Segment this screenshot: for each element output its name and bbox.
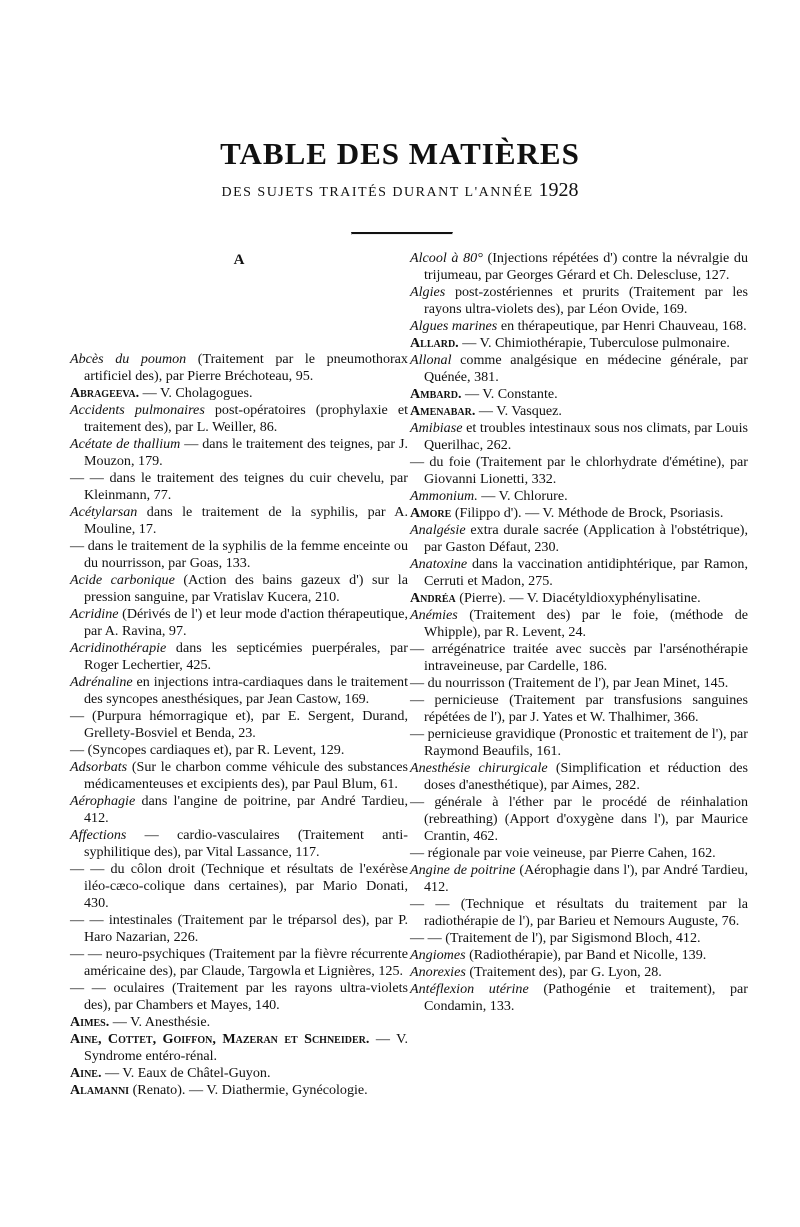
index-entry <box>70 980 408 1014</box>
index-entry <box>410 862 748 896</box>
right-column <box>410 250 748 1015</box>
entry-term: Algues marines <box>410 318 498 334</box>
entry-author: Aimes. <box>70 1014 110 1030</box>
index-entry <box>70 674 408 708</box>
entry-term: Ammonium. <box>410 488 478 504</box>
index-entry <box>410 607 748 641</box>
section-spacer <box>70 269 408 351</box>
entry-text: comme analgésique en médecine générale, par Quénée, 381. <box>424 352 748 385</box>
page-title: TABLE DES MATIÈRES <box>220 136 580 171</box>
index-entry <box>410 403 748 420</box>
entry-term: Amibiase <box>410 420 463 436</box>
index-entry <box>410 726 748 760</box>
entry-term: Anatoxine <box>410 556 468 572</box>
entry-text: (Dérivés de l') et leur mode d'action thérapeutique, par A. Ravina, 97. <box>84 606 408 639</box>
index-entry <box>70 385 408 402</box>
entry-text: — dans le traitement des teignes, par J. Mouzon, 179. <box>84 436 408 469</box>
entry-text: — du nourrisson (Traitement de l'), par Jean Minet, 145. <box>410 675 729 691</box>
entry-term: Accidents pulmonaires <box>70 402 205 418</box>
entry-text: dans le traitement de la syphilis, par A. Mouline, 17. <box>84 504 408 537</box>
entry-text: — du foie (Traitement par le chlorhydrate d'émétine), par Giovanni Lionetti, 332. <box>410 454 748 487</box>
entry-term: Angine de poitrine <box>410 862 516 878</box>
entry-text: post-zostériennes et prurits (Traitement par les rayons ultra-violets des), par Léon Ovide, 169. <box>424 284 748 317</box>
entry-text: et troubles intestinaux sous nos climats, par Louis Querilhac, 262. <box>424 420 748 453</box>
entry-term: Anorexies <box>410 964 466 980</box>
entry-term: Aérophagie <box>70 793 136 809</box>
index-entry <box>410 964 748 981</box>
entry-term: Acétate de thallium <box>70 436 181 452</box>
entry-term: Adrénaline <box>70 674 133 690</box>
index-entry <box>410 692 748 726</box>
index-entry <box>410 335 748 352</box>
entry-term: Adsorbats <box>70 759 128 775</box>
entry-text: — — oculaires (Traitement par les rayons ultra-violets des), par Chambers et Mayes, 140. <box>70 980 408 1013</box>
entry-text: (Traitement des) par le foie, (méthode de Whipple), par R. Levent, 24. <box>424 607 748 640</box>
index-entry <box>410 454 748 488</box>
entry-text: post-opératoires (prophylaxie et traitement des), par L. Weiller, 86. <box>84 402 408 435</box>
entry-text: — V. Chlorure. <box>477 488 568 504</box>
index-entry <box>70 946 408 980</box>
entry-author: Ambard. <box>410 386 462 402</box>
entry-text: — — dans le traitement des teignes du cuir chevelu, par Kleinmann, 77. <box>70 470 408 503</box>
entry-author: Allard. <box>410 335 459 351</box>
entry-term: Alcool à 80° <box>410 250 483 266</box>
entry-term: Acide carbonique <box>70 572 175 588</box>
index-entry <box>410 556 748 590</box>
index-entry <box>410 505 748 522</box>
entry-text: en injections intra-cardiaques dans le traitement des syncopes anesthésiques, par Jean Castow, 169. <box>84 674 408 707</box>
entry-text: — V. Eaux de Châtel-Guyon. <box>101 1065 271 1081</box>
entry-text: — (Purpura hémorragique et), par E. Sergent, Durand, Grellety-Bosviel et Benda, 23. <box>70 708 408 741</box>
entry-text: — régionale par voie veineuse, par Pierre Cahen, 162. <box>410 845 716 861</box>
index-entry <box>70 470 408 504</box>
index-entry <box>70 1014 408 1031</box>
entry-term: Acridinothérapie <box>70 640 167 656</box>
entry-text: — V. Constante. <box>461 386 558 402</box>
entry-text: — V. Cholagogues. <box>139 385 253 401</box>
index-entry <box>410 947 748 964</box>
entry-text: dans la vaccination antidiphtérique, par Ramon, Cerruti et Madon, 275. <box>424 556 748 589</box>
right-entries <box>410 250 748 1015</box>
entry-term: Acétylarsan <box>70 504 138 520</box>
entry-text: en thérapeutique, par Henri Chauveau, 168. <box>497 318 747 334</box>
entry-text: — — du côlon droit (Technique et résultats de l'exérèse iléo-cæco-colique dans certaines), par Mario Donati, 430. <box>70 861 408 911</box>
entry-text: — V. Anesthésie. <box>109 1014 211 1030</box>
index-entry <box>70 538 408 572</box>
entry-text: extra durale sacrée (Application à l'obstétrique), par Gaston Défaut, 230. <box>424 522 748 555</box>
entry-text: (Traitement par le pneumothorax artificiel des), par Pierre Bréchoteau, 95. <box>84 351 408 384</box>
entry-term: Affections <box>70 827 127 843</box>
entry-term: Abcès du poumon <box>70 351 187 367</box>
index-entry <box>70 708 408 742</box>
index-entry <box>410 590 748 607</box>
entry-text: — — (Traitement de l'), par Sigismond Bloch, 412. <box>410 930 701 946</box>
entry-author: Aine. <box>70 1065 102 1081</box>
entry-term: Acridine <box>70 606 119 622</box>
entry-text: — générale à l'éther par le procédé de réinhalation (rebreathing) (Apport d'oxygène dans l'), par Maurice Crantin, 462. <box>410 794 748 844</box>
left-column <box>70 250 408 1099</box>
entry-author: Amore <box>410 505 452 521</box>
entry-text: dans l'angine de poitrine, par André Tardieu, 412. <box>84 793 408 826</box>
entry-text: (Simplification et réduction des doses d'anesthétique), par Aimes, 282. <box>424 760 748 793</box>
index-entry <box>70 572 408 606</box>
title-rule <box>351 232 453 235</box>
entry-text: (Injections répétées d') contre la névralgie du trijumeau, par Georges Gérard et Ch. Delescluse, 127. <box>424 250 748 283</box>
entry-text: — pernicieuse (Traitement par transfusions sanguines répétées de l'), par J. Yates et W. Thalhimer, 366. <box>410 692 748 725</box>
entry-author: Alamanni <box>70 1082 130 1098</box>
index-entry <box>410 386 748 403</box>
entry-text: — — (Technique et résultats du traitement par la radiothérapie de l'), par Barieu et Nemours Auguste, 76. <box>410 896 748 929</box>
index-entry <box>410 522 748 556</box>
entry-term: Algies <box>410 284 446 300</box>
index-entry <box>410 284 748 318</box>
index-entry <box>70 793 408 827</box>
index-entry <box>70 640 408 674</box>
page-subtitle <box>0 180 800 200</box>
index-entry <box>70 912 408 946</box>
index-entry <box>410 794 748 845</box>
subtitle-year: 1928 <box>538 179 579 201</box>
entry-author: Amenabar. <box>410 403 476 419</box>
index-entry <box>70 504 408 538</box>
entry-text: (Pathogénie et traitement), par Condamin, 133. <box>424 981 748 1014</box>
entry-text: (Filippo d'). — V. Méthode de Brock, Psoriasis. <box>451 505 724 521</box>
index-entry <box>70 1082 408 1099</box>
index-entry <box>70 1065 408 1082</box>
index-entry <box>410 250 748 284</box>
index-entry <box>410 845 748 862</box>
index-entry <box>410 641 748 675</box>
index-entry <box>410 930 748 947</box>
entry-text: — (Syncopes cardiaques et), par R. Levent, 129. <box>70 742 345 758</box>
index-entry <box>70 1031 408 1065</box>
index-entry <box>410 896 748 930</box>
entry-text: — V. Chimiothérapie, Tuberculose pulmonaire. <box>458 335 730 351</box>
entry-term: Angiomes <box>410 947 466 963</box>
index-entry <box>70 436 408 470</box>
entry-term: Analgésie <box>410 522 466 538</box>
subtitle-text: DES SUJETS TRAITÉS DURANT L'ANNÉE <box>221 185 534 200</box>
entry-text: — dans le traitement de la syphilis de la femme enceinte ou du nourrisson, par Goas, 133. <box>70 538 408 571</box>
entry-text: dans les septicémies puerpérales, par Roger Lechertier, 425. <box>84 640 408 673</box>
entry-term: Anémies <box>410 607 458 623</box>
entry-text: — arrégénatrice traitée avec succès par l'arsénothérapie intraveineuse, par Cardelle, 186. <box>410 641 748 674</box>
entry-author: Aine, Cottet, Goiffon, Mazeran et Schneider. <box>70 1031 370 1047</box>
index-entry <box>410 318 748 335</box>
entry-text: (Renato). — V. Diathermie, Gynécologie. <box>129 1082 368 1098</box>
entry-author: Abrageeva. <box>70 385 140 401</box>
index-entry <box>70 861 408 912</box>
left-entries <box>70 351 408 1099</box>
index-entry <box>70 402 408 436</box>
index-entry <box>70 742 408 759</box>
entry-text: (Radiothérapie), par Band et Nicolle, 139. <box>465 947 707 963</box>
entry-text: (Traitement des), par G. Lyon, 28. <box>465 964 662 980</box>
index-entry <box>410 981 748 1015</box>
index-entry <box>410 760 748 794</box>
entry-text: (Aérophagie dans l'), par André Tardieu, 412. <box>424 862 748 895</box>
index-entry <box>410 420 748 454</box>
index-entry <box>70 351 408 385</box>
entry-text: (Sur le charbon comme véhicule des substances médicamenteuses et excipients des), par Paul Blum, 61. <box>84 759 408 792</box>
entry-text: (Pierre). — V. Diacétyldioxyphénylisatine. <box>455 590 701 606</box>
entry-term: Allonal <box>410 352 452 368</box>
index-entry <box>70 827 408 861</box>
entry-text: — cardio-vasculaires (Traitement anti-syphilitique des), par Vital Lassance, 117. <box>84 827 408 860</box>
entry-text: — V. Syndrome entéro-rénal. <box>84 1031 408 1064</box>
entry-text: — — neuro-psychiques (Traitement par la fièvre récurrente américaine des), par Claude, Targowla et Lignières, 125. <box>70 946 408 979</box>
index-entry <box>70 606 408 640</box>
entry-text: (Action des bains gazeux d') sur la pression sanguine, par Vratislav Kucera, 210. <box>84 572 408 605</box>
section-letter: A <box>233 252 245 268</box>
entry-term: Anesthésie chirurgicale <box>410 760 548 776</box>
entry-text: — — intestinales (Traitement par le tréparsol des), par P. Haro Nazarian, 226. <box>70 912 408 945</box>
index-entry <box>410 675 748 692</box>
entry-text: — V. Vasquez. <box>475 403 562 419</box>
index-entry <box>410 488 748 505</box>
index-entry <box>410 352 748 386</box>
entry-author: Andréa <box>410 590 456 606</box>
entry-term: Antéflexion utérine <box>410 981 529 997</box>
index-entry <box>70 759 408 793</box>
entry-text: — pernicieuse gravidique (Pronostic et traitement de l'), par Raymond Beaufils, 161. <box>410 726 748 759</box>
